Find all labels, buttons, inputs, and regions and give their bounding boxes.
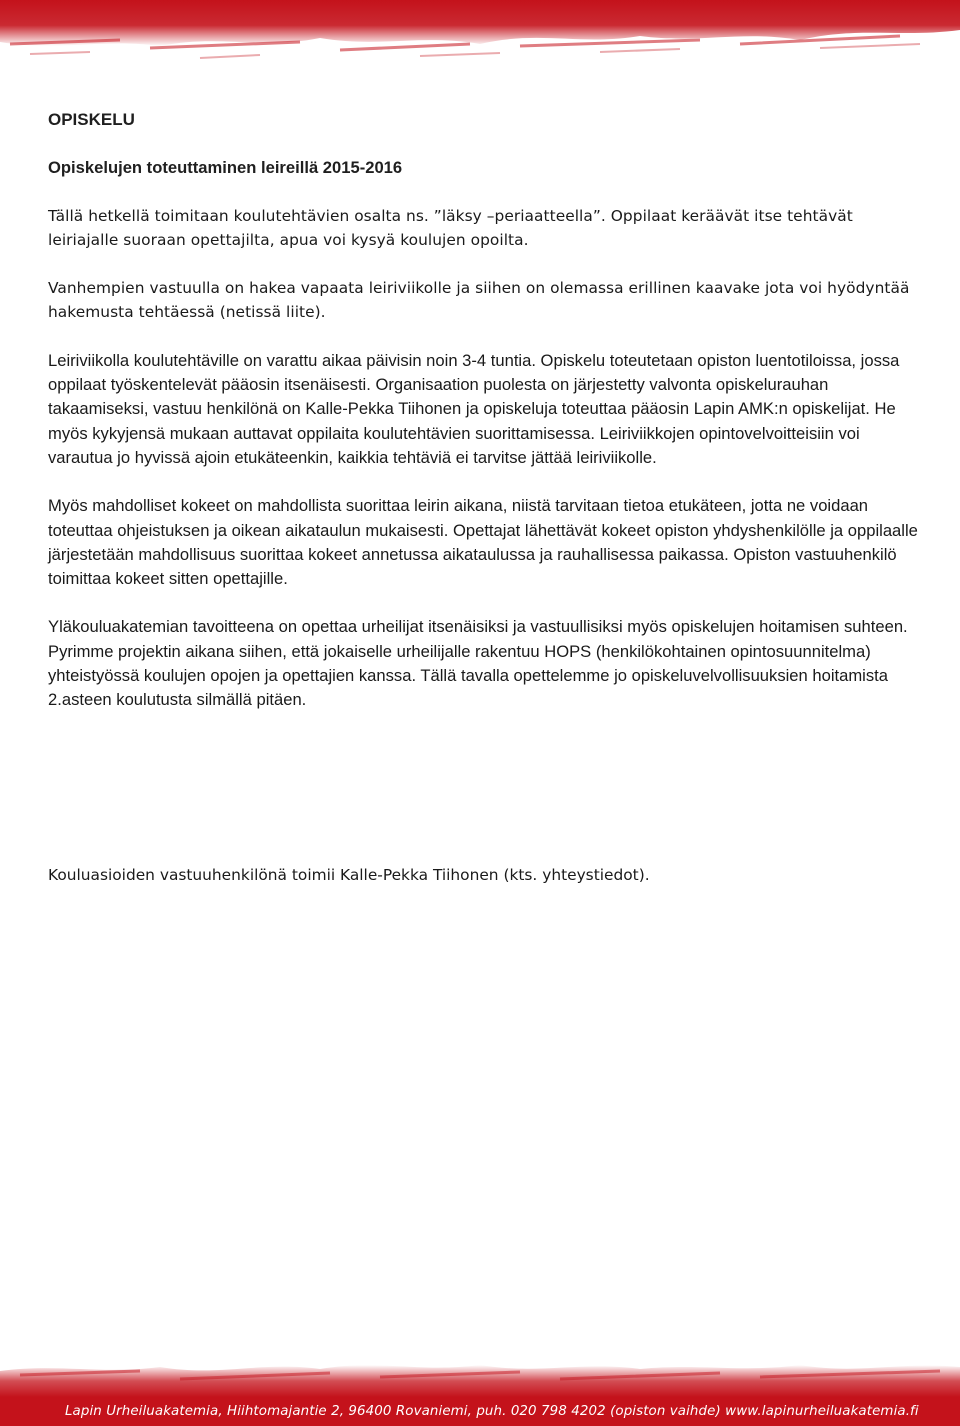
section-heading: Opiskelujen toteuttaminen leireillä 2015-2016 bbox=[48, 158, 403, 178]
paragraph-goals: Yläkouluakatemian tavoitteena on opettaa urheilijat itsenäisiksi ja vastuullisiksi myös opiskelujen hoitamisen suhteen. Pyrimme projektin aikana siihen, että jokaiselle urheilijalle rakentuu HOPS (henkilökohtainen opintosuunnitelma) yhteistyössä koulujen opojen ja opettajien kanssa. Tällä tavalla opettelemme jo opiskeluvelvollisuuksien hoitamista 2.asteen koulutusta silmällä pitäen. bbox=[48, 617, 908, 710]
footer-bar bbox=[0, 1397, 960, 1426]
header-brush-graphic bbox=[0, 0, 960, 70]
header-brush-stroke bbox=[0, 0, 960, 70]
footer-contact-text: Lapin Urheiluakatemia, Hiihtomajantie 2, 96400 Rovaniemi, puh. 020 798 4202 (opiston vaihde) www.lapinurheiluakatemia.fi bbox=[65, 1404, 919, 1419]
paragraph-intro: Tällä hetkellä toimitaan koulutehtävien osalta ns. ”läksy –periaatteella”. Oppilaat keräävät itse tehtävät leiriajalle suoraan opettajilta, apua voi kysyä koulujen opoilta. bbox=[48, 206, 853, 249]
footer-brush-stroke bbox=[0, 1355, 960, 1397]
paragraph-parents: Vanhempien vastuulla on hakea vapaata leiriviikolle ja siihen on olemassa erillinen kaavake jota voi hyödyntää hakemusta tehtäessä (netissä liite). bbox=[48, 279, 910, 322]
contact-note: Kouluasioiden vastuuhenkilönä toimii Kalle-Pekka Tiihonen (kts. yhteystiedot). bbox=[48, 866, 650, 884]
document-body bbox=[48, 108, 918, 737]
paragraph-exams: Myös mahdolliset kokeet on mahdollista suorittaa leirin aikana, niistä tarvitaan tietoa etukäteen, jotta ne voidaan toteuttaa ohjeistuksen ja oikean aikataulun mukaisesti. Opettajat lähettävät kokeet opiston yhdyshenkilölle ja oppilaalle järjestetään mahdollisuus suorittaa kokeet annetussa aikataulussa ja rauhallisessa paikassa. Opiston vastuuhenkilö toimittaa kokeet sitten opettajille. bbox=[48, 496, 918, 589]
paragraph-study-time: Leiriviikolla koulutehtäville on varattu aikaa päivisin noin 3-4 tuntia. Opiskelu toteutetaan opiston luentotiloissa, jossa oppilaat työskentelevät pääosin itsenäisesti. Organisaation puolesta on järjestetty valvonta opiskelurauhan takaamiseksi, vastuu henkilönä on Kalle-Pekka Tiihonen ja opiskeluja toteuttaa pääosin Lapin AMK:n opiskelijat. He myös kykyjensä mukaan auttavat oppilaita koulutehtävien suorittamisessa. Leiriviikkojen opintovelvoitteisiin voi varautua jo hyvissä ajoin etukäteenkin, kaikkia tehtäviä ei tarvitse jättää leiriviikolle. bbox=[48, 350, 900, 467]
footer-brush-graphic bbox=[0, 1355, 960, 1397]
page-title: OPISKELU bbox=[48, 110, 135, 129]
